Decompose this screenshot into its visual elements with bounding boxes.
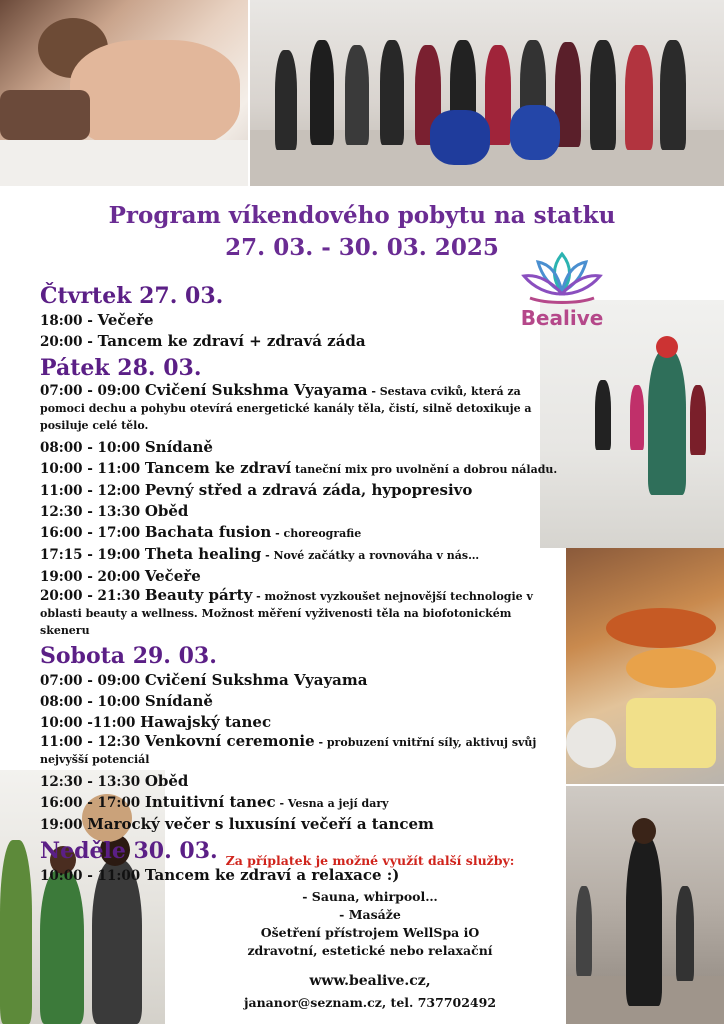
- schedule-item: 16:00 - 17:00 Intuitivní tanec - Vesna a její dary: [40, 793, 389, 811]
- extras-line: - Masáže: [339, 907, 401, 922]
- schedule-item: 20:00 - 21:30 Beauty párty - možnost vyzkoušet nejnovější technologie v oblasti beauty a wellness. Možnost měření vyživenosti těla na biofotonickém skeneru: [40, 586, 533, 637]
- schedule-item: 12:30 - 13:30 Oběd: [40, 772, 189, 790]
- schedule-item: 16:00 - 17:00 Bachata fusion - choreografie: [40, 523, 362, 541]
- schedule-item: 17:15 - 19:00 Theta healing - Nové začátky a rovnováha v nás…: [40, 545, 480, 563]
- title-line-1: Program víkendového pobytu na statku: [108, 202, 616, 229]
- extras-heading: Za příplatek je možné využít další služby:: [225, 853, 515, 868]
- website-link[interactable]: www.bealive.cz,: [309, 973, 431, 989]
- schedule-item: 20:00 - Tancem ke zdraví + zdravá záda: [40, 332, 366, 350]
- massage-photo: [0, 0, 248, 186]
- title-dates: 27. 03. - 30. 03. 2025: [225, 234, 499, 261]
- schedule-item: 18:00 - Večeře: [40, 311, 154, 329]
- schedule-item: 10:00 -11:00 Hawajský tanec: [40, 713, 272, 731]
- day-heading-saturday: Sobota 29. 03.: [40, 643, 217, 669]
- schedule-item: 10:00 - 11:00 Tancem ke zdraví taneční mix pro uvolnění a dobrou náladu.: [40, 459, 558, 477]
- day-heading-thursday: Čtvrtek 27. 03.: [40, 283, 224, 309]
- logo-text: Bealive: [520, 306, 604, 330]
- dance-group-photo: [250, 0, 724, 186]
- schedule-item: 07:00 - 09:00 Cvičení Sukshma Vyayama - Sestava cviků, která za pomoci dechu a pohybu otevírá energetické kanály těla, čistí, silně detoxikuje a posiluje celé tělo.: [40, 381, 532, 432]
- dance-studio-photo: [540, 300, 724, 548]
- schedule-item: 08:00 - 10:00 Snídaně: [40, 438, 213, 456]
- schedule-item: 12:30 - 13:30 Oběd: [40, 502, 189, 520]
- schedule-item: 08:00 - 10:00 Snídaně: [40, 692, 213, 710]
- extras-line: Ošetření přístrojem WellSpa iO: [260, 925, 480, 940]
- extras-line: zdravotní, estetické nebo relaxační: [247, 943, 493, 958]
- buffet-photo: [566, 548, 724, 784]
- page-title: [0, 200, 724, 264]
- schedule-item: 07:00 - 09:00 Cvičení Sukshma Vyayama: [40, 671, 368, 689]
- extras-line: - Sauna, whirpool…: [302, 889, 438, 904]
- day-heading-sunday: Neděle 30. 03.: [40, 838, 218, 864]
- schedule-item: 11:00 - 12:00 Pevný střed a zdravá záda, hypopresivo: [40, 481, 473, 499]
- day-heading-friday: Pátek 28. 03.: [40, 355, 202, 381]
- contact-info: jananor@seznam.cz, tel. 737702492: [243, 995, 497, 1010]
- schedule-item: 19:00 - 20:00 Večeře: [40, 567, 201, 585]
- program-schedule: [40, 280, 560, 886]
- schedule-item: 11:00 - 12:30 Venkovní ceremonie - probuzení vnitřní síly, aktivuj svůj nejvyšší potenciál: [40, 732, 537, 766]
- schedule-item: 19:00 Marocký večer s luxusíní večeří a tancem: [40, 815, 434, 833]
- bellydance-photo: [566, 786, 724, 1024]
- extra-services: [180, 852, 560, 1012]
- schedule-item: 10:00 - 11:00 Tancem ke zdraví a relaxace :): [40, 866, 400, 884]
